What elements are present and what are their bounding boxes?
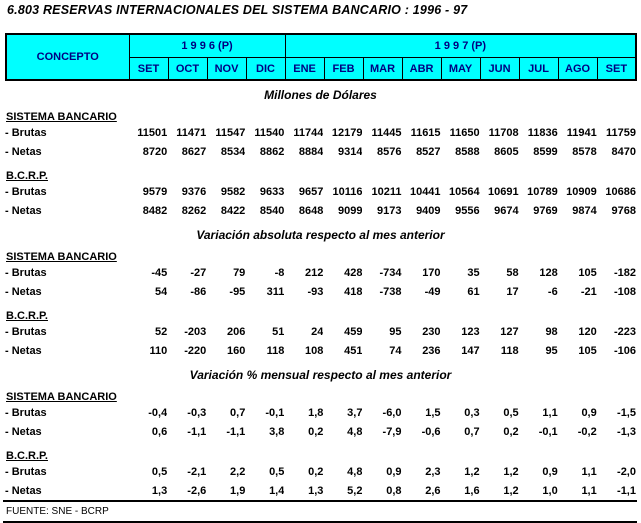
table-row (5, 422, 636, 441)
value-cell: 0,7 (230, 406, 246, 419)
month-header-11: AGO (558, 58, 597, 81)
value-cell: -21 (580, 285, 597, 298)
table-row (5, 182, 636, 201)
year-1997-header: 1 9 9 7 (P) (285, 34, 636, 58)
value-cell: 61 (467, 285, 480, 298)
row-label: - Brutas (5, 185, 47, 198)
row-label: - Netas (5, 145, 42, 158)
section-heading: Variación % mensual respecto al mes anterior (189, 368, 452, 382)
value-cell: 8578 (572, 145, 597, 158)
value-cell: 147 (461, 344, 480, 357)
row-label: - Brutas (5, 325, 47, 338)
value-cell: 9769 (533, 204, 558, 217)
value-cell: 1,3 (308, 484, 324, 497)
month-header-4: ENE (285, 58, 324, 81)
value-cell: 0,3 (464, 406, 480, 419)
value-cell: 98 (545, 325, 558, 338)
value-cell: -1,1 (187, 425, 207, 438)
value-cell: 1,2 (464, 465, 480, 478)
value-cell: 9314 (337, 145, 363, 158)
value-cell: 95 (545, 344, 558, 357)
value-cell: -203 (184, 325, 207, 338)
group-name: SISTEMA BANCARIO (6, 251, 117, 263)
month-header-0: SET (129, 58, 168, 81)
table-row (5, 142, 636, 161)
value-cell: -2,0 (617, 465, 636, 478)
value-cell: 17 (506, 285, 519, 298)
value-cell: -220 (184, 344, 207, 357)
value-cell: 105 (578, 344, 597, 357)
value-cell: -45 (151, 266, 168, 279)
value-cell: 118 (266, 344, 285, 357)
value-cell: 170 (422, 266, 441, 279)
value-cell: 0,2 (308, 465, 324, 478)
value-cell: 1,1 (581, 465, 597, 478)
value-cell: 9582 (220, 185, 246, 198)
value-cell: -1,3 (617, 425, 636, 438)
value-cell: -93 (307, 285, 324, 298)
value-cell: 0,2 (308, 425, 324, 438)
value-cell: -0,2 (577, 425, 597, 438)
table-row (5, 341, 636, 360)
month-header-6: MAR (363, 58, 402, 81)
value-cell: 11501 (137, 126, 168, 139)
row-label: - Netas (5, 204, 42, 217)
value-cell: 1,8 (308, 406, 324, 419)
value-cell: 459 (344, 325, 363, 338)
value-cell: 2,2 (230, 465, 246, 478)
value-cell: -0,1 (265, 406, 285, 419)
row-label: - Netas (5, 484, 42, 497)
value-cell: 9579 (142, 185, 168, 198)
value-cell: 1,2 (503, 465, 519, 478)
value-cell: 3,8 (269, 425, 285, 438)
value-cell: 1,3 (151, 484, 168, 497)
value-cell: 0,5 (151, 465, 168, 478)
value-cell: -7,9 (382, 425, 402, 438)
value-cell: 9173 (377, 204, 402, 217)
value-cell: 118 (500, 344, 519, 357)
row-label: - Netas (5, 425, 42, 438)
value-cell: 0,2 (503, 425, 519, 438)
value-cell: 11744 (293, 126, 324, 139)
table-header (5, 33, 637, 81)
value-cell: 8648 (298, 204, 324, 217)
value-cell: 11650 (449, 126, 480, 139)
value-cell: -2,6 (187, 484, 207, 497)
value-cell: 11615 (410, 126, 441, 139)
group-name: SISTEMA BANCARIO (6, 111, 117, 123)
value-cell: 206 (226, 325, 246, 338)
value-cell: 1,1 (581, 484, 597, 497)
value-cell: 10789 (527, 185, 558, 198)
value-cell: 127 (500, 325, 519, 338)
table-body (5, 80, 636, 500)
value-cell: 10686 (605, 185, 636, 198)
value-cell: 8605 (494, 145, 519, 158)
value-cell: 123 (461, 325, 480, 338)
value-cell: -27 (190, 266, 207, 279)
value-cell: 11540 (254, 126, 285, 139)
value-cell: -6,0 (382, 406, 402, 419)
value-cell: 8627 (181, 145, 207, 158)
value-cell: 24 (311, 325, 324, 338)
concept-header: CONCEPTO (6, 34, 129, 80)
value-cell: 2,3 (425, 465, 441, 478)
value-cell: 1,5 (425, 406, 441, 419)
value-cell: 3,7 (347, 406, 363, 419)
value-cell: 8588 (455, 145, 480, 158)
value-cell: 0,9 (542, 465, 558, 478)
value-cell: 1,9 (230, 484, 246, 497)
row-label: - Brutas (5, 406, 47, 419)
row-label: - Brutas (5, 266, 47, 279)
value-cell: 11471 (176, 126, 207, 139)
value-cell: 428 (344, 266, 363, 279)
value-cell: -1,1 (226, 425, 246, 438)
value-cell: -182 (613, 266, 636, 279)
value-cell: 8482 (142, 204, 168, 217)
value-cell: 0,8 (386, 484, 402, 497)
value-cell: 0,5 (503, 406, 519, 419)
source-note: FUENTE: SNE - BCRP (6, 506, 109, 517)
value-cell: 8884 (298, 145, 324, 158)
value-cell: -0,1 (538, 425, 558, 438)
value-cell: 1,1 (542, 406, 558, 419)
value-cell: 10691 (488, 185, 519, 198)
value-cell: -1,1 (617, 484, 636, 497)
value-cell: 8576 (377, 145, 402, 158)
value-cell: 52 (154, 325, 168, 338)
value-cell: -6 (547, 285, 558, 298)
value-cell: 0,9 (386, 465, 402, 478)
value-cell: 120 (578, 325, 597, 338)
value-cell: -0,6 (421, 425, 441, 438)
value-cell: 2,6 (425, 484, 441, 497)
value-cell: 95 (389, 325, 402, 338)
value-cell: 8534 (220, 145, 246, 158)
value-cell: 11759 (606, 126, 636, 139)
row-label: - Brutas (5, 465, 47, 478)
value-cell: -49 (424, 285, 441, 298)
value-cell: 74 (389, 344, 402, 357)
group-name: B.C.R.P. (6, 170, 48, 182)
year-1996-header: 1 9 9 6 (P) (129, 34, 285, 58)
value-cell: 418 (344, 285, 363, 298)
row-label: - Netas (5, 285, 42, 298)
value-cell: 10564 (449, 185, 480, 198)
value-cell: 5,2 (347, 484, 363, 497)
value-cell: 1,0 (542, 484, 558, 497)
value-cell: 51 (272, 325, 285, 338)
value-cell: 9633 (259, 185, 285, 198)
value-cell: 11547 (215, 126, 246, 139)
value-cell: 0,6 (151, 425, 168, 438)
value-cell: 105 (578, 266, 597, 279)
value-cell: 9376 (181, 185, 207, 198)
value-cell: -2,1 (187, 465, 207, 478)
value-cell: -0,4 (148, 406, 168, 419)
value-cell: 10116 (332, 185, 363, 198)
month-header-2: NOV (207, 58, 246, 81)
value-cell: 128 (539, 266, 558, 279)
value-cell: 11941 (566, 126, 597, 139)
value-cell: 8470 (611, 145, 636, 158)
value-cell: 8862 (259, 145, 285, 158)
value-cell: 160 (226, 344, 246, 357)
table-row (5, 322, 636, 341)
month-header-12: SET (597, 58, 636, 81)
value-cell: 212 (305, 266, 324, 279)
value-cell: -95 (229, 285, 246, 298)
month-header-8: MAY (441, 58, 480, 81)
group-name: B.C.R.P. (6, 450, 48, 462)
value-cell: -738 (379, 285, 402, 298)
month-header-1: OCT (168, 58, 207, 81)
row-label: - Brutas (5, 126, 47, 139)
value-cell: -108 (613, 285, 636, 298)
value-cell: 58 (506, 266, 519, 279)
value-cell: 8422 (220, 204, 246, 217)
value-cell: 8527 (416, 145, 441, 158)
value-cell: 4,8 (347, 465, 363, 478)
value-cell: -0,3 (187, 406, 207, 419)
value-cell: 79 (233, 266, 246, 279)
value-cell: 9556 (455, 204, 480, 217)
value-cell: 12179 (331, 126, 363, 139)
table-row (5, 481, 636, 500)
value-cell: 9874 (572, 204, 597, 217)
value-cell: 451 (344, 344, 363, 357)
value-cell: -223 (613, 325, 636, 338)
value-cell: 1,2 (503, 484, 519, 497)
section-heading: Variación absoluta respecto al mes anterior (196, 228, 445, 242)
value-cell: 8720 (142, 145, 168, 158)
page-title: 6.803 RESERVAS INTERNACIONALES DEL SISTEMA BANCARIO : 1996 - 97 (7, 3, 468, 17)
value-cell: 1,4 (269, 484, 285, 497)
value-cell: 236 (422, 344, 441, 357)
value-cell: 9657 (298, 185, 324, 198)
table-row (5, 123, 636, 142)
value-cell: 0,7 (464, 425, 480, 438)
value-cell: 11445 (371, 126, 402, 139)
month-header-10: JUL (519, 58, 558, 81)
value-cell: 8262 (181, 204, 207, 217)
value-cell: -8 (274, 266, 285, 279)
value-cell: 35 (467, 266, 480, 279)
value-cell: 9768 (611, 204, 636, 217)
value-cell: 9674 (494, 204, 519, 217)
value-cell: -1,5 (617, 406, 636, 419)
value-cell: 9409 (416, 204, 441, 217)
value-cell: 11836 (527, 126, 558, 139)
month-header-7: ABR (402, 58, 441, 81)
value-cell: -86 (190, 285, 207, 298)
group-name: SISTEMA BANCARIO (6, 391, 117, 403)
value-cell: 8540 (259, 204, 285, 217)
table-row (5, 263, 636, 282)
table-row (5, 462, 636, 481)
value-cell: 0,5 (269, 465, 285, 478)
value-cell: 10909 (566, 185, 597, 198)
section-heading: Millones de Dólares (264, 88, 377, 102)
row-label: - Netas (5, 344, 42, 357)
footer-divider (3, 500, 637, 502)
value-cell: 311 (266, 285, 285, 298)
value-cell: 11708 (488, 126, 519, 139)
value-cell: 4,8 (347, 425, 363, 438)
value-cell: 10441 (409, 185, 441, 198)
month-header-9: JUN (480, 58, 519, 81)
value-cell: 0,9 (581, 406, 597, 419)
value-cell: 230 (422, 325, 441, 338)
value-cell: 54 (154, 285, 168, 298)
value-cell: 108 (305, 344, 324, 357)
month-header-3: DIC (246, 58, 285, 81)
table-row (5, 403, 636, 422)
value-cell: 8599 (533, 145, 558, 158)
value-cell: 1,6 (464, 484, 480, 497)
value-cell: -106 (613, 344, 636, 357)
value-cell: 10211 (371, 185, 402, 198)
group-name: B.C.R.P. (6, 310, 48, 322)
month-header-5: FEB (324, 58, 363, 81)
table-row (5, 201, 636, 220)
table-row (5, 282, 636, 301)
value-cell: 110 (149, 344, 168, 357)
value-cell: -734 (379, 266, 402, 279)
value-cell: 9099 (337, 204, 363, 217)
